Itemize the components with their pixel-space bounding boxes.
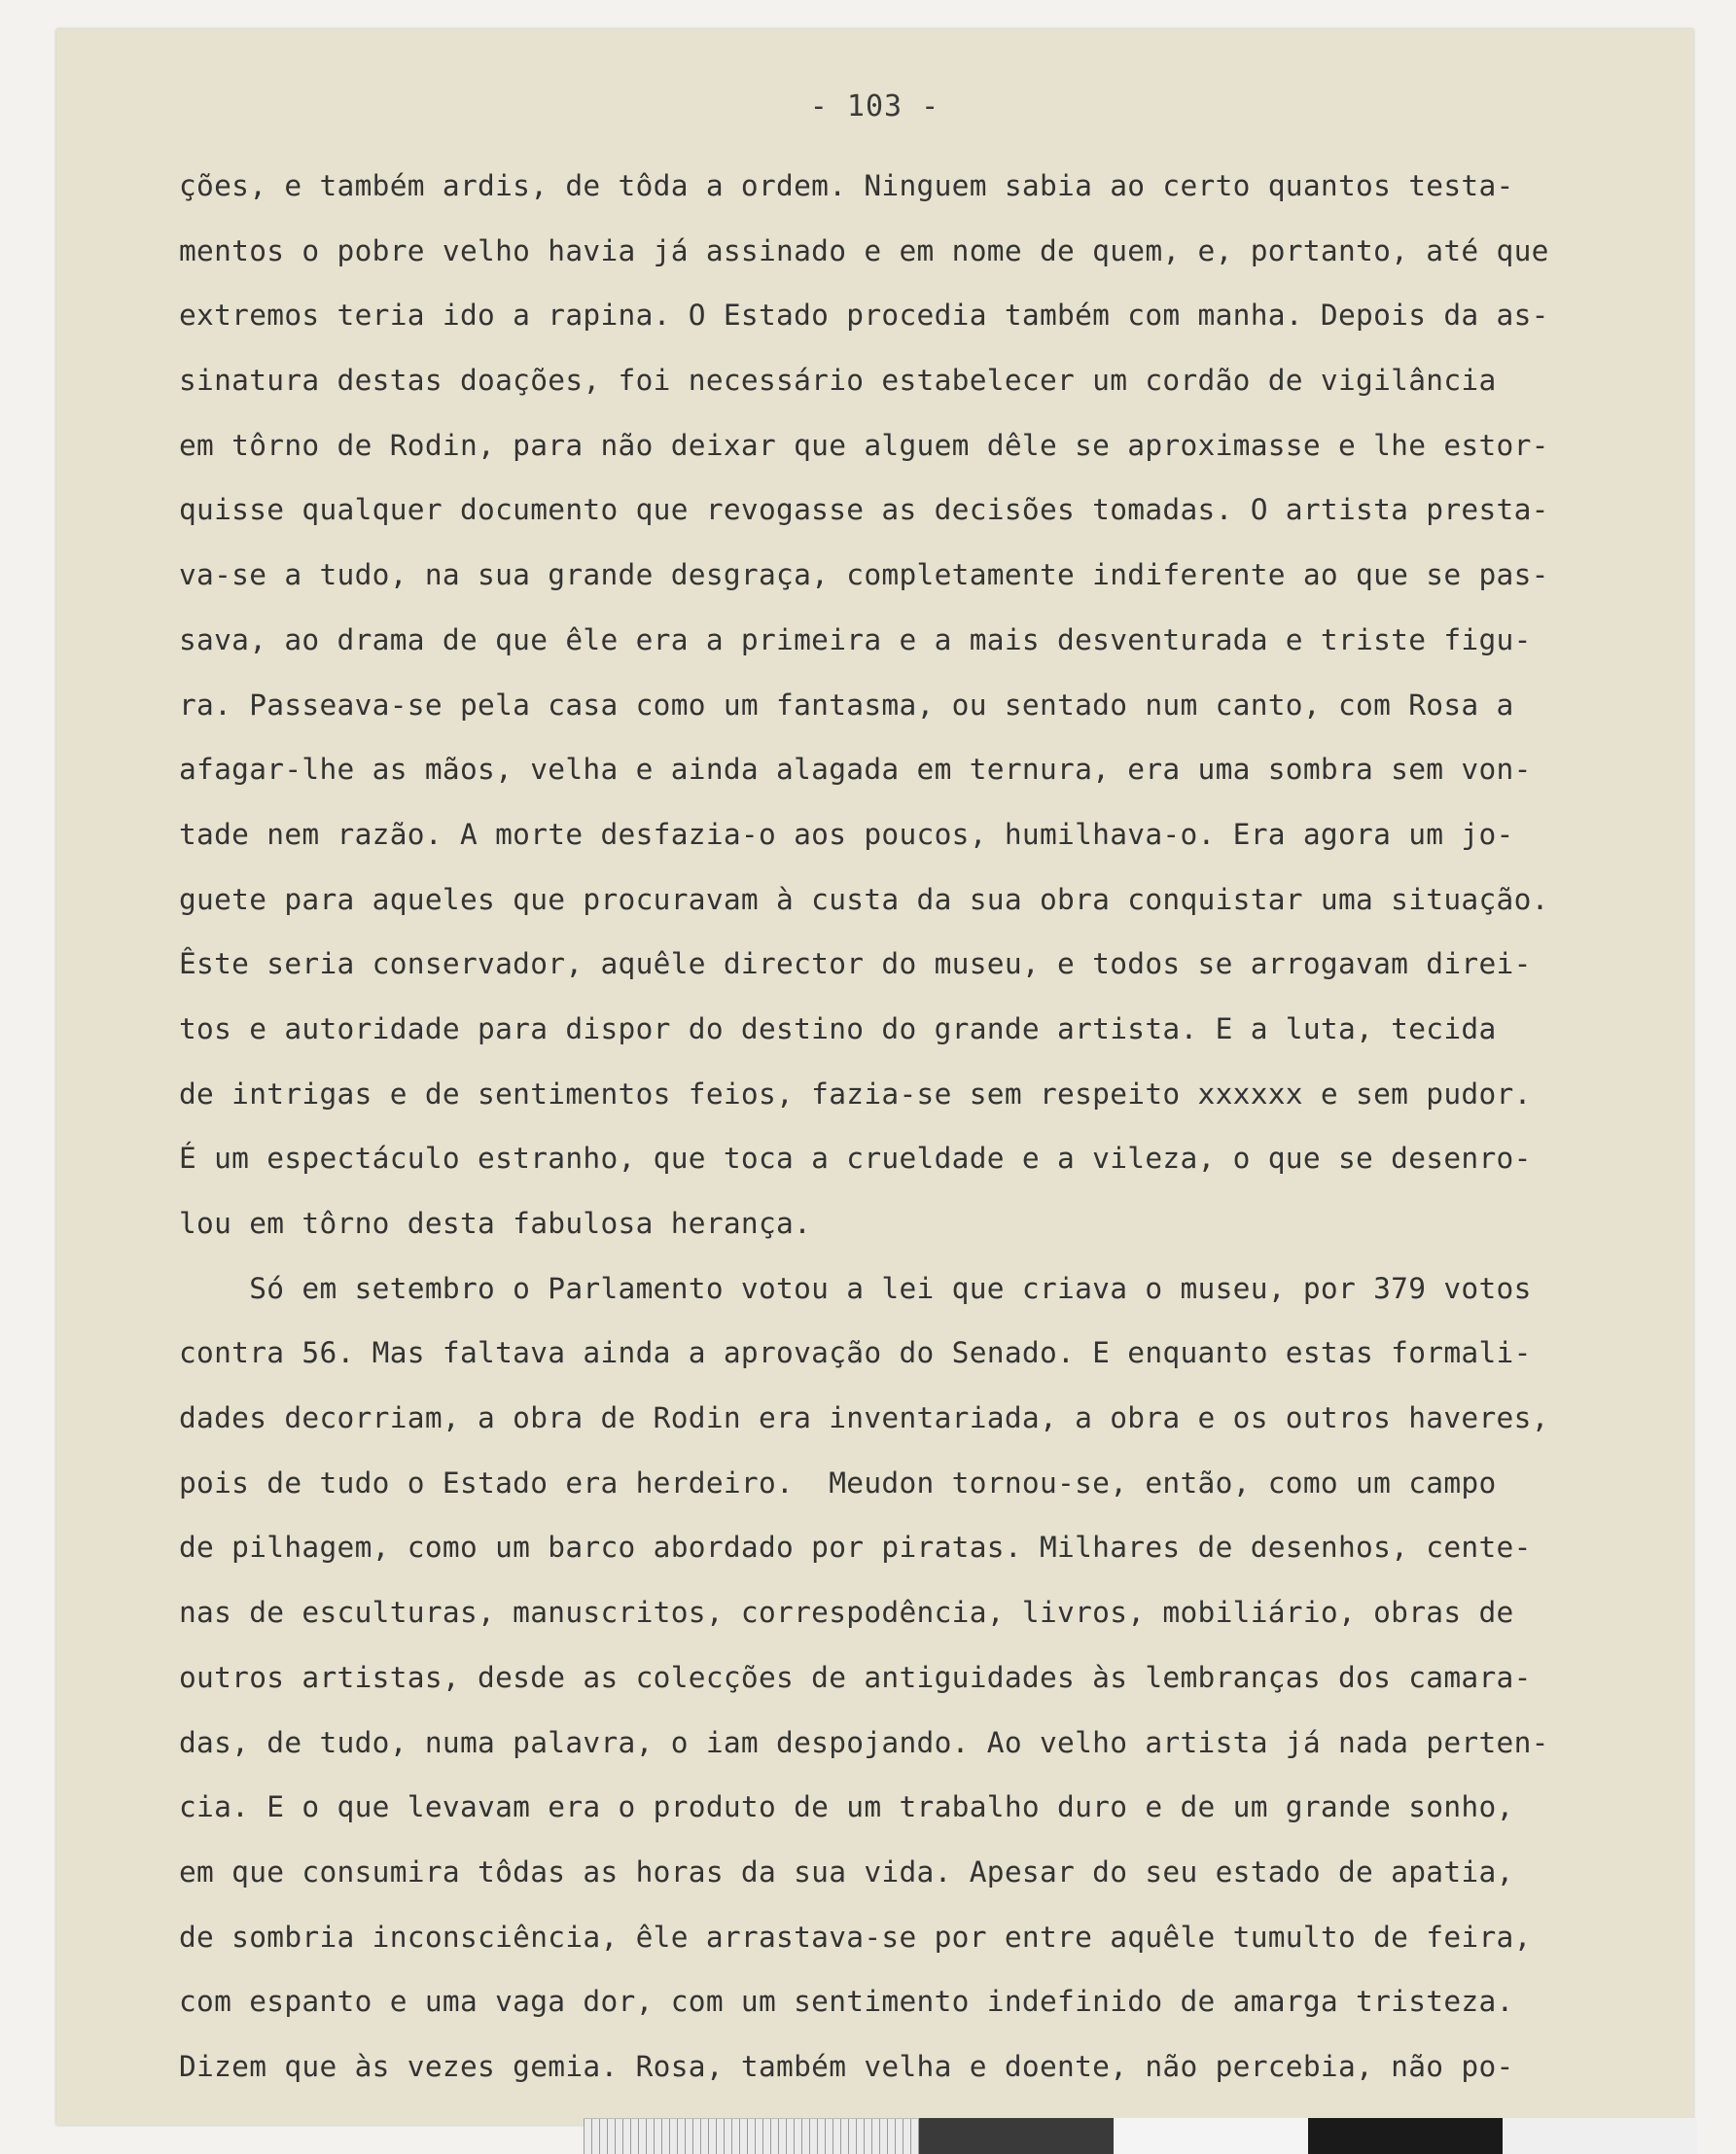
gray-swatch xyxy=(919,2118,1114,2154)
text-line: Só em setembro o Parlamento votou a lei que criava o museu, por 379 votos xyxy=(179,1271,1532,1305)
text-line: de sombria inconsciência, êle arrastava-se por entre aquêle tumulto de feira, xyxy=(179,1920,1532,1954)
text-line: quisse qualquer documento que revogasse as decisões tomadas. O artista presta- xyxy=(179,493,1549,527)
text-line: ções, e também ardis, de tôda a ordem. Ninguem sabia ao certo quantos testa- xyxy=(179,169,1514,202)
text-line: Êste seria conservador, aquêle director do museu, e todos se arrogavam direi- xyxy=(179,947,1532,981)
text-line: va-se a tudo, na sua grande desgraça, completamente indiferente ao que se pas- xyxy=(179,558,1549,592)
text-line: com espanto e uma vaga dor, com um sentimento indefinido de amarga tristeza. xyxy=(179,1985,1514,2019)
color-calibration-strip xyxy=(584,2118,1697,2154)
text-line: tos e autoridade para dispor do destino do grande artista. E a luta, tecida xyxy=(179,1011,1497,1045)
text-line: guete para aqueles que procuravam à custa da sua obra conquistar uma situação. xyxy=(179,882,1549,916)
text-line: em tôrno de Rodin, para não deixar que alguem dêle se aproximasse e lhe estor- xyxy=(179,428,1549,462)
white-swatch xyxy=(1114,2118,1308,2154)
black-swatch xyxy=(1308,2118,1503,2154)
text-line: pois de tudo o Estado era herdeiro. Meudon tornou-se, então, como um campo xyxy=(179,1465,1497,1500)
text-line: de pilhagem, como um barco abordado por piratas. Milhares de desenhos, cente- xyxy=(179,1531,1532,1565)
text-line: mentos o pobre velho havia já assinado e em nome de quem, e, portanto, até que xyxy=(179,233,1549,267)
text-line: contra 56. Mas faltava ainda a aprovação do Senado. E enquanto estas formali- xyxy=(179,1336,1532,1370)
text-line: cia. E o que levavam era o produto de um trabalho duro e de um grande sonho, xyxy=(179,1790,1514,1824)
text-line: em que consumira tôdas as horas da sua vida. Apesar do seu estado de apatia, xyxy=(179,1854,1514,1889)
text-line: afagar-lhe as mãos, velha e ainda alagada em ternura, era uma sombra sem von- xyxy=(179,753,1532,787)
text-line: das, de tudo, numa palavra, o iam despojando. Ao velho artista já nada perten- xyxy=(179,1725,1549,1759)
page-number: - 103 - xyxy=(809,89,940,124)
light-swatch xyxy=(1503,2118,1697,2154)
text-line: sava, ao drama de que êle era a primeira e a mais desventurada e triste figu- xyxy=(179,622,1532,656)
text-line: Dizem que às vezes gemia. Rosa, também velha e doente, não percebia, não po- xyxy=(179,2049,1514,2083)
text-line: outros artistas, desde as colecções de antiguidades às lembranças dos camara- xyxy=(179,1660,1532,1694)
body-text xyxy=(179,154,1696,2100)
text-line: extremos teria ido a rapina. O Estado procedia também com manha. Depois da as- xyxy=(179,299,1549,333)
text-line: ra. Passeava-se pela casa como um fantasma, ou sentado num canto, com Rosa a xyxy=(179,688,1514,722)
text-line: nas de esculturas, manuscritos, correspodência, livros, mobiliário, obras de xyxy=(179,1596,1514,1630)
typewritten-page xyxy=(56,29,1693,2125)
ruler-scale xyxy=(584,2118,919,2154)
text-line: sinatura destas doações, foi necessário estabelecer um cordão de vigilância xyxy=(179,364,1497,398)
text-line: lou em tôrno desta fabulosa herança. xyxy=(179,1207,812,1240)
text-line: dades decorriam, a obra de Rodin era inventariada, a obra e os outros haveres, xyxy=(179,1401,1549,1435)
text-line: É um espectáculo estranho, que toca a crueldade e a vileza, o que se desenro- xyxy=(179,1142,1532,1176)
text-line: tade nem razão. A morte desfazia-o aos poucos, humilhava-o. Era agora um jo- xyxy=(179,817,1514,851)
text-line: de intrigas e de sentimentos feios, fazia-se sem respeito xxxxxx e sem pudor. xyxy=(179,1077,1532,1111)
